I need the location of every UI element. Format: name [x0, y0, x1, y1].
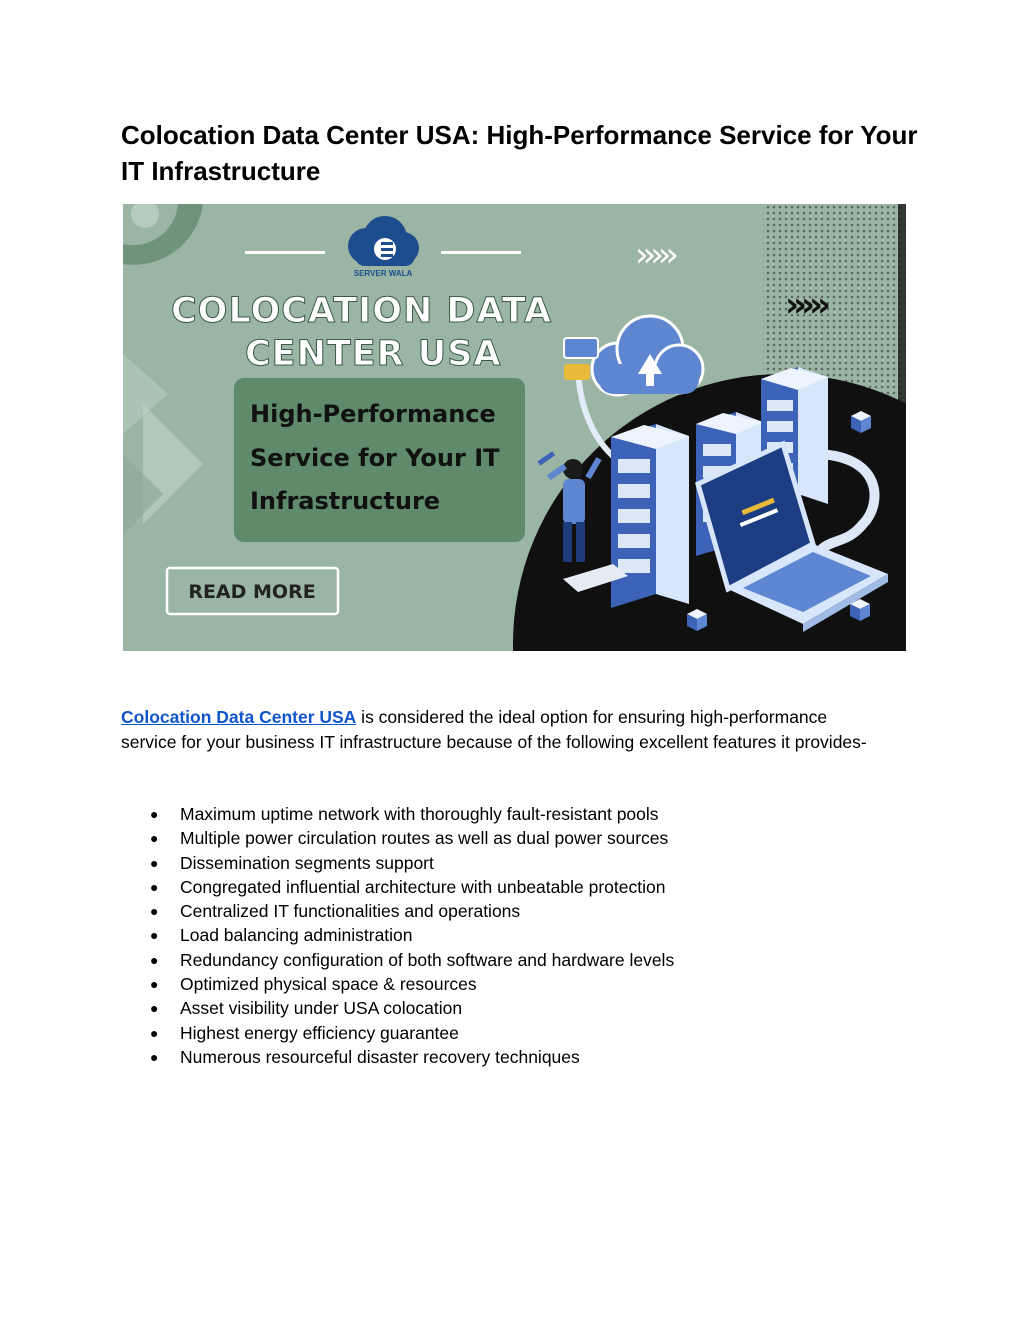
read-more-label: READ MORE	[188, 581, 316, 603]
list-item	[121, 826, 881, 850]
intro-paragraph	[121, 705, 881, 754]
list-item-text: Centralized IT functionalities and operations	[180, 901, 521, 922]
list-item	[121, 972, 881, 996]
document-title: Colocation Data Center USA: High-Performance Service for Your IT Infrastructure	[121, 120, 918, 186]
list-item-text: Asset visibility under USA colocation	[180, 998, 463, 1019]
brand-name: SERVER WALA	[353, 269, 413, 278]
list-item	[121, 1045, 881, 1069]
bullet-icon: ●	[150, 976, 159, 993]
bullet-icon: ●	[150, 806, 159, 822]
bullet-icon: ●	[150, 927, 159, 944]
subheadline-line3: Infrastructure	[250, 487, 441, 515]
list-item	[121, 923, 881, 947]
list-item	[121, 851, 881, 875]
headline-line1: COLOCATION DATA	[171, 291, 553, 331]
intro-text: is considered the ideal option for ensuring high-performance service for your business IT infrastructure because of the following excellent features it provides-	[121, 707, 867, 752]
list-item	[121, 1021, 881, 1045]
bullet-icon: ●	[150, 878, 159, 895]
bullet-icon: ●	[150, 1024, 159, 1041]
list-item	[121, 875, 881, 899]
chat-bubble-icon	[564, 338, 598, 358]
chat-bubble-icon	[564, 364, 590, 380]
bullet-icon: ●	[150, 1000, 159, 1017]
list-item	[121, 948, 881, 972]
arrows-decoration-top: ›››››	[635, 235, 673, 275]
subheadline-line2: Service for Your IT	[250, 444, 500, 472]
banner-image[interactable]	[123, 204, 906, 651]
bullet-icon: ●	[150, 830, 159, 847]
features-list	[121, 802, 881, 1069]
colocation-link[interactable]: Colocation Data Center USA	[121, 707, 357, 727]
subheadline-line1: High-Performance	[250, 400, 496, 428]
list-item-text: Redundancy configuration of both software and hardware levels	[180, 949, 675, 970]
list-item-text: Numerous resourceful disaster recovery techniques	[180, 1046, 580, 1067]
list-item-text: Maximum uptime network with thoroughly fault-resistant pools	[180, 804, 659, 824]
bullet-icon: ●	[150, 854, 159, 871]
server-rack-icon	[611, 424, 689, 608]
list-item-text: Multiple power circulation routes as well as dual power sources	[180, 828, 669, 849]
list-item-text: Highest energy efficiency guarantee	[180, 1022, 459, 1043]
list-item-text: Congregated influential architecture with unbeatable protection	[180, 876, 666, 897]
list-item	[121, 899, 881, 923]
logo-line-left	[245, 251, 325, 254]
list-item	[121, 996, 881, 1020]
list-item-text: Dissemination segments support	[180, 852, 434, 873]
list-item-text: Optimized physical space & resources	[180, 974, 477, 995]
list-item-text: Load balancing administration	[180, 925, 413, 946]
bullet-icon: ●	[150, 951, 159, 968]
bullet-icon: ●	[150, 1048, 159, 1065]
list-item	[121, 802, 881, 826]
bullet-icon: ●	[150, 903, 159, 920]
arrows-decoration-mid: ›››››	[785, 285, 826, 325]
logo-line-right	[441, 251, 521, 254]
headline-line2: CENTER USA	[245, 334, 502, 374]
